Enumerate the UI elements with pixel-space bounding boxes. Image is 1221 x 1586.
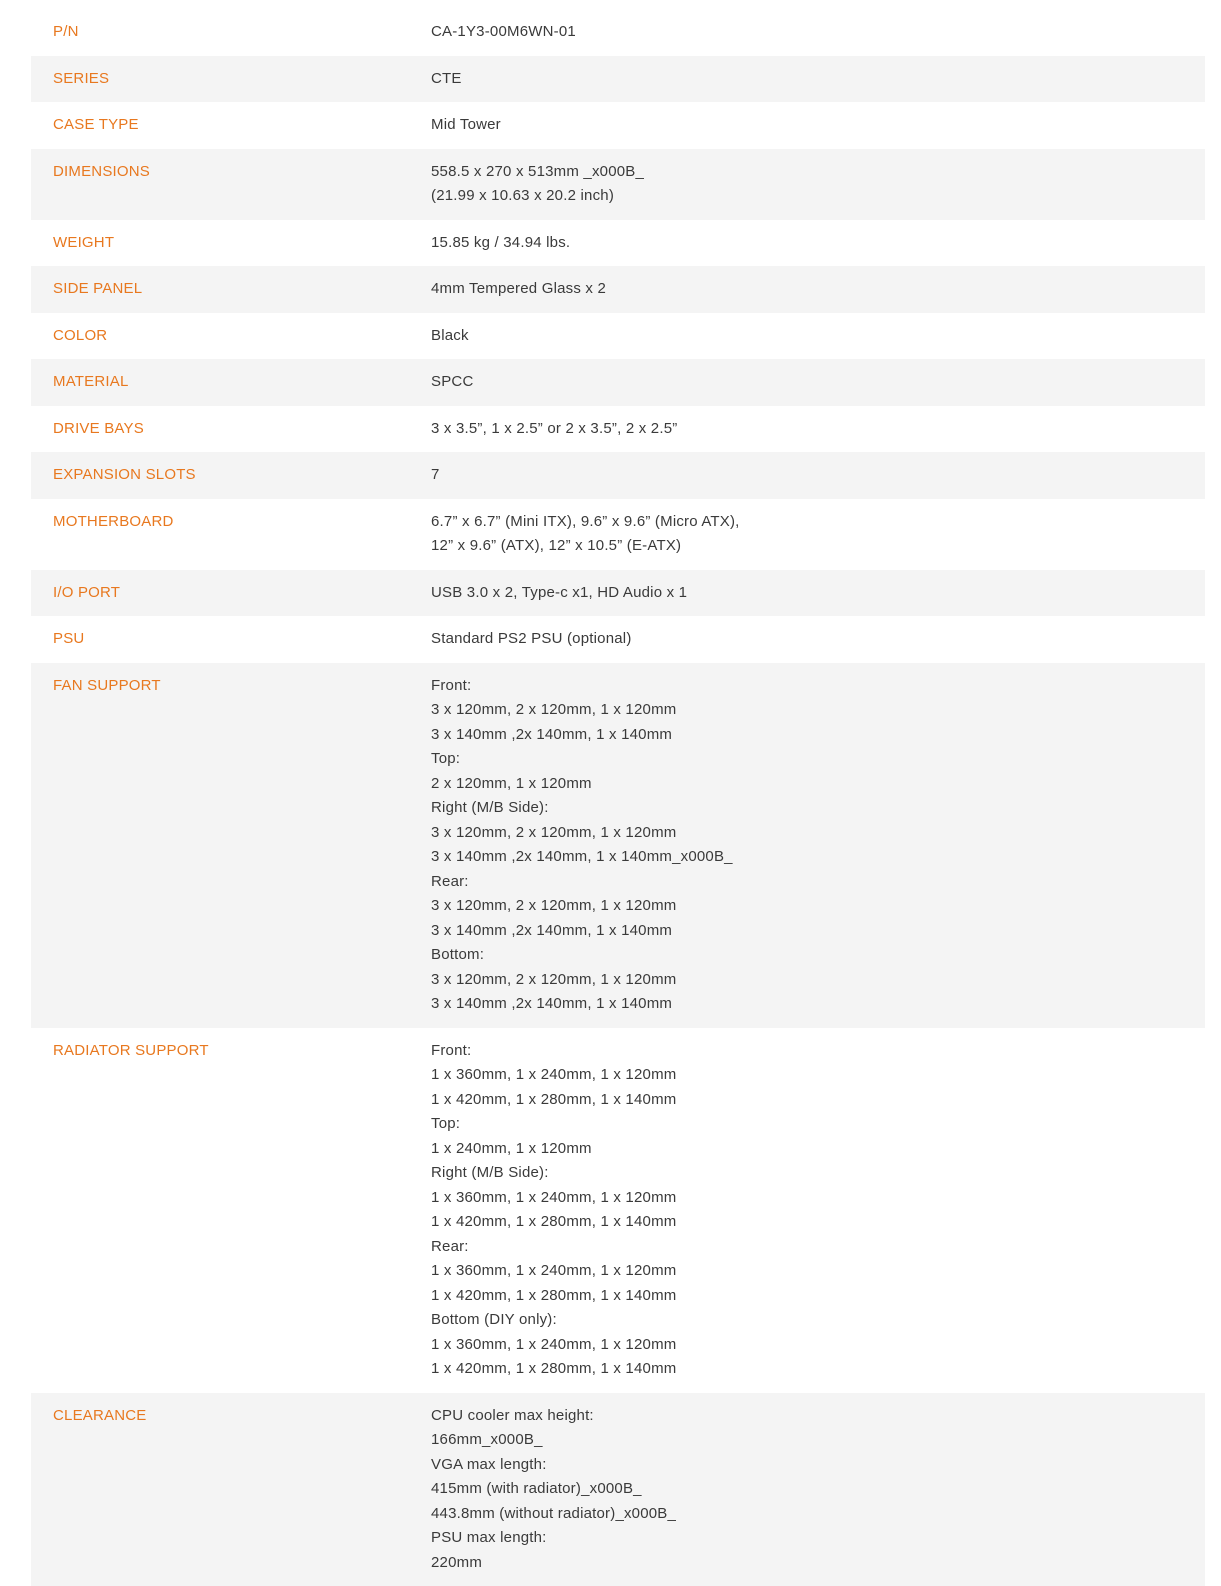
spec-label: SIDE PANEL bbox=[31, 277, 431, 302]
spec-label: SERIES bbox=[31, 67, 431, 92]
spec-value-line: 558.5 x 270 x 513mm _x000B_ bbox=[431, 160, 1205, 185]
spec-value bbox=[431, 1039, 1205, 1382]
spec-value-line: 1 x 420mm, 1 x 280mm, 1 x 140mm bbox=[431, 1088, 1205, 1113]
spec-label: DRIVE BAYS bbox=[31, 417, 431, 442]
spec-value-line: Bottom (DIY only): bbox=[431, 1308, 1205, 1333]
spec-value-line: CPU cooler max height: bbox=[431, 1404, 1205, 1429]
spec-value bbox=[431, 20, 1205, 45]
spec-value-line: 3 x 140mm ,2x 140mm, 1 x 140mm bbox=[431, 992, 1205, 1017]
spec-label: COLOR bbox=[31, 324, 431, 349]
spec-value-line: Right (M/B Side): bbox=[431, 1161, 1205, 1186]
spec-value bbox=[431, 277, 1205, 302]
spec-value bbox=[431, 627, 1205, 652]
spec-value bbox=[431, 417, 1205, 442]
spec-value-line: 3 x 120mm, 2 x 120mm, 1 x 120mm bbox=[431, 821, 1205, 846]
spec-label: EXPANSION SLOTS bbox=[31, 463, 431, 488]
spec-value-line: CA-1Y3-00M6WN-01 bbox=[431, 20, 1205, 45]
spec-value bbox=[431, 324, 1205, 349]
spec-label: CLEARANCE bbox=[31, 1404, 431, 1576]
spec-value-line: SPCC bbox=[431, 370, 1205, 395]
spec-row-side-panel bbox=[31, 266, 1205, 313]
spec-value-line: 1 x 360mm, 1 x 240mm, 1 x 120mm bbox=[431, 1063, 1205, 1088]
spec-table bbox=[31, 9, 1205, 1586]
spec-value-line: 1 x 420mm, 1 x 280mm, 1 x 140mm bbox=[431, 1210, 1205, 1235]
spec-value-line: Top: bbox=[431, 747, 1205, 772]
spec-value-line: 443.8mm (without radiator)_x000B_ bbox=[431, 1502, 1205, 1527]
spec-value-line: 2 x 120mm, 1 x 120mm bbox=[431, 772, 1205, 797]
spec-row-series bbox=[31, 56, 1205, 103]
spec-value-line: 3 x 140mm ,2x 140mm, 1 x 140mm_x000B_ bbox=[431, 845, 1205, 870]
spec-value-line: 1 x 420mm, 1 x 280mm, 1 x 140mm bbox=[431, 1357, 1205, 1382]
spec-value-line: 3 x 120mm, 2 x 120mm, 1 x 120mm bbox=[431, 968, 1205, 993]
spec-value-line: Rear: bbox=[431, 870, 1205, 895]
spec-value-line: PSU max length: bbox=[431, 1526, 1205, 1551]
spec-label: CASE TYPE bbox=[31, 113, 431, 138]
spec-value bbox=[431, 113, 1205, 138]
spec-row-motherboard bbox=[31, 499, 1205, 570]
spec-value-line: Standard PS2 PSU (optional) bbox=[431, 627, 1205, 652]
spec-value-line: 1 x 240mm, 1 x 120mm bbox=[431, 1137, 1205, 1162]
spec-value-line: 3 x 140mm ,2x 140mm, 1 x 140mm bbox=[431, 919, 1205, 944]
spec-value bbox=[431, 581, 1205, 606]
spec-value-line: 220mm bbox=[431, 1551, 1205, 1576]
spec-value-line: (21.99 x 10.63 x 20.2 inch) bbox=[431, 184, 1205, 209]
spec-value bbox=[431, 231, 1205, 256]
spec-row-drive-bays bbox=[31, 406, 1205, 453]
spec-row-color bbox=[31, 313, 1205, 360]
spec-value-line: 4mm Tempered Glass x 2 bbox=[431, 277, 1205, 302]
spec-value-line: 6.7” x 6.7” (Mini ITX), 9.6” x 9.6” (Micro ATX), bbox=[431, 510, 1205, 535]
spec-row-dimensions bbox=[31, 149, 1205, 220]
spec-value-line: 415mm (with radiator)_x000B_ bbox=[431, 1477, 1205, 1502]
spec-label: WEIGHT bbox=[31, 231, 431, 256]
spec-label: PSU bbox=[31, 627, 431, 652]
spec-value-line: 3 x 120mm, 2 x 120mm, 1 x 120mm bbox=[431, 698, 1205, 723]
spec-value-line: 7 bbox=[431, 463, 1205, 488]
spec-value bbox=[431, 510, 1205, 559]
spec-label: MATERIAL bbox=[31, 370, 431, 395]
spec-value-line: 1 x 360mm, 1 x 240mm, 1 x 120mm bbox=[431, 1259, 1205, 1284]
spec-value bbox=[431, 67, 1205, 92]
spec-value-line: Black bbox=[431, 324, 1205, 349]
spec-value-line: VGA max length: bbox=[431, 1453, 1205, 1478]
spec-value-line: 15.85 kg / 34.94 lbs. bbox=[431, 231, 1205, 256]
spec-value bbox=[431, 463, 1205, 488]
spec-value-line: CTE bbox=[431, 67, 1205, 92]
spec-value bbox=[431, 1404, 1205, 1576]
spec-label: FAN SUPPORT bbox=[31, 674, 431, 1017]
spec-value-line: 1 x 360mm, 1 x 240mm, 1 x 120mm bbox=[431, 1186, 1205, 1211]
spec-row-fan-support bbox=[31, 663, 1205, 1028]
spec-value-line: 3 x 120mm, 2 x 120mm, 1 x 120mm bbox=[431, 894, 1205, 919]
spec-value-line: 1 x 420mm, 1 x 280mm, 1 x 140mm bbox=[431, 1284, 1205, 1309]
spec-value-line: Front: bbox=[431, 1039, 1205, 1064]
spec-row-psu bbox=[31, 616, 1205, 663]
spec-value-line: 1 x 360mm, 1 x 240mm, 1 x 120mm bbox=[431, 1333, 1205, 1358]
spec-value-line: 12” x 9.6” (ATX), 12” x 10.5” (E-ATX) bbox=[431, 534, 1205, 559]
spec-value-line: 166mm_x000B_ bbox=[431, 1428, 1205, 1453]
spec-value-line: USB 3.0 x 2, Type-c x1, HD Audio x 1 bbox=[431, 581, 1205, 606]
spec-value-line: Rear: bbox=[431, 1235, 1205, 1260]
spec-value-line: Bottom: bbox=[431, 943, 1205, 968]
spec-label: RADIATOR SUPPORT bbox=[31, 1039, 431, 1382]
spec-value-line: 3 x 3.5”, 1 x 2.5” or 2 x 3.5”, 2 x 2.5” bbox=[431, 417, 1205, 442]
spec-value-line: Front: bbox=[431, 674, 1205, 699]
spec-row-weight bbox=[31, 220, 1205, 267]
spec-label: P/N bbox=[31, 20, 431, 45]
spec-row-case-type bbox=[31, 102, 1205, 149]
spec-row-radiator-support bbox=[31, 1028, 1205, 1393]
spec-label: MOTHERBOARD bbox=[31, 510, 431, 559]
spec-row-p-n bbox=[31, 9, 1205, 56]
spec-value bbox=[431, 370, 1205, 395]
spec-value-line: Top: bbox=[431, 1112, 1205, 1137]
spec-row-i-o-port bbox=[31, 570, 1205, 617]
spec-label: DIMENSIONS bbox=[31, 160, 431, 209]
spec-value-line: Right (M/B Side): bbox=[431, 796, 1205, 821]
spec-row-expansion-slots bbox=[31, 452, 1205, 499]
spec-label: I/O PORT bbox=[31, 581, 431, 606]
spec-value-line: 3 x 140mm ,2x 140mm, 1 x 140mm bbox=[431, 723, 1205, 748]
spec-row-material bbox=[31, 359, 1205, 406]
spec-value bbox=[431, 160, 1205, 209]
spec-value bbox=[431, 674, 1205, 1017]
spec-value-line: Mid Tower bbox=[431, 113, 1205, 138]
spec-row-clearance bbox=[31, 1393, 1205, 1586]
